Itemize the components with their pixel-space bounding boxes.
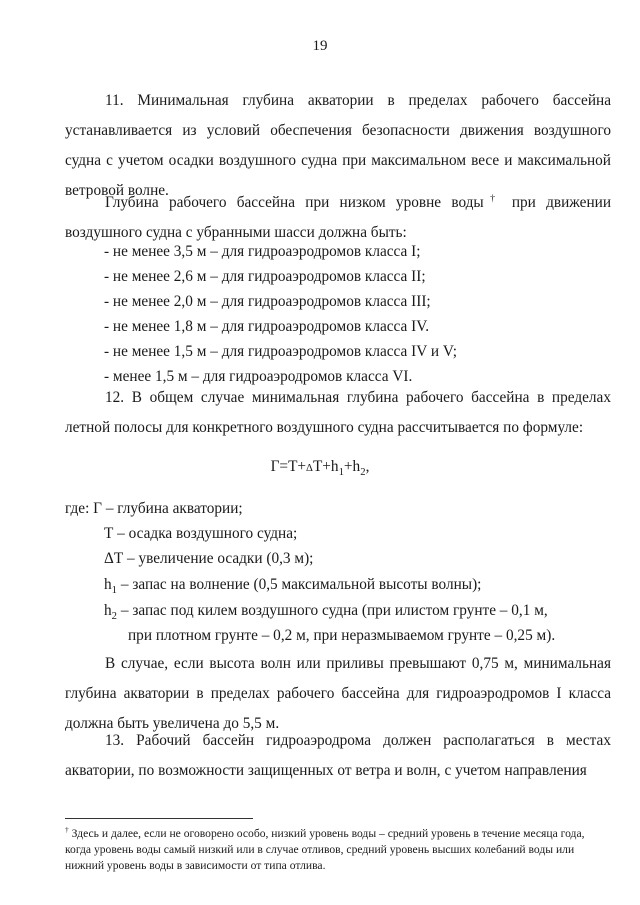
- formula-part: Т+h: [312, 458, 339, 475]
- list-item: - не менее 1,5 м – для гидроаэродромов класса IV и V;: [104, 343, 457, 360]
- footnote-separator: [65, 818, 253, 819]
- formula-subscript: 1: [338, 466, 344, 479]
- footnote-reference[interactable]: †: [483, 192, 502, 204]
- paragraph-11: 11. Минимальная глубина акватории в пределах рабочего бассейна устанавливается из условий обеспечения безопасности движения воздушного судна с учетом осадки воздушного судна при максимальном весе и максимальной ветровой волне.: [65, 92, 611, 199]
- definition-delta-t: ΔТ – увеличение осадки (0,3 м);: [104, 550, 314, 567]
- formula-part: Г=Т+: [270, 458, 307, 475]
- formula-part: ,: [365, 458, 370, 475]
- h2-text: – запас под килем воздушного судна (при илистом грунте – 0,1 м,: [117, 602, 548, 619]
- page-number: 19: [312, 38, 328, 54]
- formula-subscript: 2: [360, 466, 366, 479]
- list-item: - не менее 3,5 м – для гидроаэродромов класса I;: [104, 243, 421, 260]
- paragraph-waves: В случае, если высота волн или приливы превышают 0,75 м, минимальная глубина акватории в пределах рабочего бассейна для гидроаэродромов I класса должна быть увеличена до 5,5 м.: [65, 655, 611, 732]
- list-item: - не менее 2,0 м – для гидроаэродромов класса III;: [104, 293, 431, 310]
- list-item: - не менее 2,6 м – для гидроаэродромов класса II;: [104, 268, 426, 285]
- depth-intro-text-a: Глубина рабочего бассейна при низком уровне воды: [105, 194, 484, 211]
- definition-h2-continued: при плотном грунте – 0,2 м, при неразмываемом грунте – 0,25 м).: [128, 627, 556, 644]
- paragraph-13: 13. Рабочий бассейн гидроаэродрома должен располагаться в местах акватории, по возможности защищенных от ветра и волн, с учетом направления: [65, 732, 611, 779]
- depth-intro-text-b: при движении воздушного судна с убранными шасси должна быть:: [65, 194, 612, 241]
- footnote-mark: †: [65, 825, 69, 835]
- formula-part: +h: [343, 458, 361, 475]
- where-label: где: Г – глубина акватории;: [65, 500, 243, 517]
- footnote: [65, 826, 611, 874]
- definition-t: Т – осадка воздушного судна;: [104, 525, 298, 542]
- depth-formula: [0, 458, 640, 478]
- list-item: - менее 1,5 м – для гидроаэродромов класса VI.: [104, 368, 413, 385]
- h2-symbol: h: [104, 602, 112, 619]
- footnote-text: Здесь и далее, если не оговорено особо, низкий уровень воды – средний уровень в течение месяца года, когда уровень воды самый низкий или в случае отливов, средний уровень высших колебаний воды или нижний уровень воды в зависимости от типа отлива.: [65, 827, 585, 872]
- h1-symbol: h: [104, 576, 112, 593]
- paragraph-12: 12. В общем случае минимальная глубина рабочего бассейна в пределах летной полосы для конкретного воздушного судна рассчитывается по формуле:: [65, 389, 611, 436]
- h1-subscript: 1: [111, 584, 118, 597]
- list-item: - не менее 1,8 м – для гидроаэродромов класса IV.: [104, 318, 430, 335]
- h1-text: – запас на волнение (0,5 максимальной высоты волны);: [117, 576, 482, 593]
- h2-subscript: 2: [111, 610, 118, 623]
- formula-delta: Δ: [306, 462, 313, 474]
- paragraph-depth-intro: [65, 188, 611, 248]
